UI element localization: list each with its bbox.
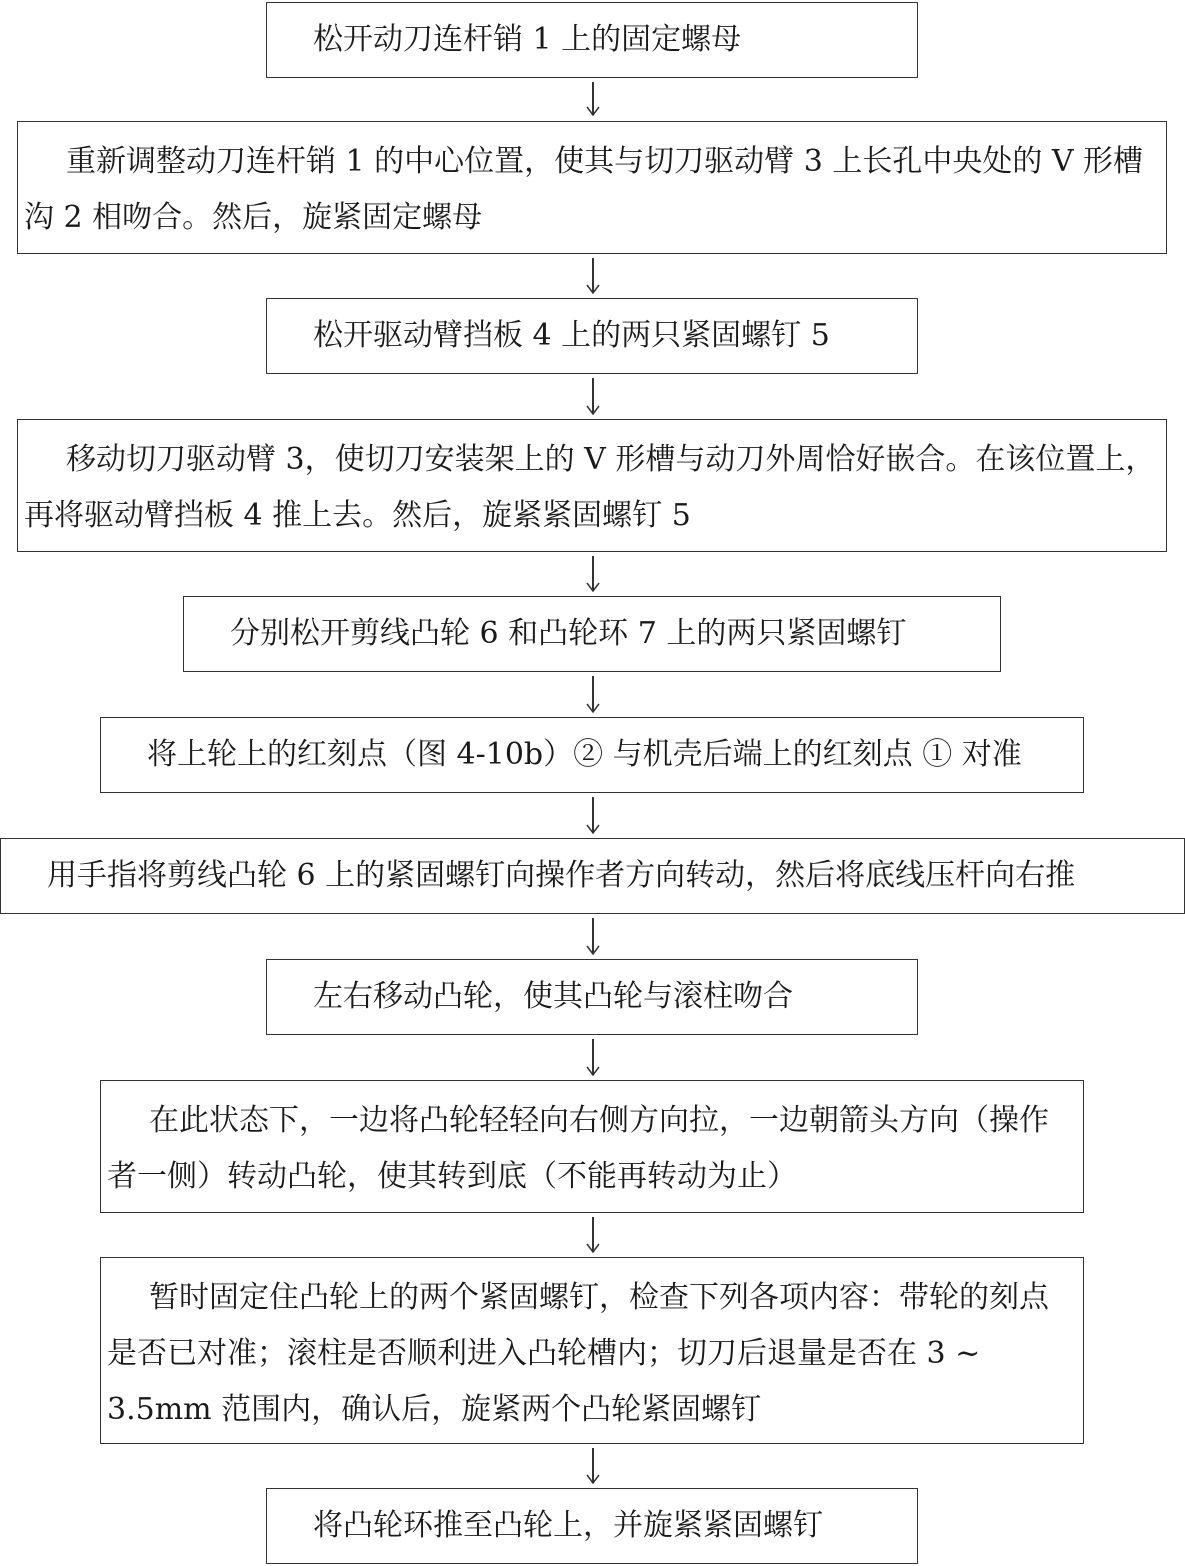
step-7-text: 用手指将剪线凸轮 6 上的紧固螺钉向操作者方向转动，然后将底线压杆向右推 (47, 858, 1076, 893)
step-1-box (266, 2, 918, 78)
step-3-text: 松开驱动臂挡板 4 上的两只紧固螺钉 5 (313, 318, 830, 353)
step-4-box (17, 419, 1167, 552)
step-6-text: 将上轮上的红刻点（图 4-10b）② 与机壳后端上的红刻点 ① 对准 (147, 737, 1022, 772)
arrow-down-icon (586, 1448, 600, 1484)
step-5-text: 分别松开剪线凸轮 6 和凸轮环 7 上的两只紧固螺钉 (230, 616, 907, 651)
step-8-box (266, 959, 918, 1035)
step-9-text: 在此状态下，一边将凸轮轻轻向右侧方向拉，一边朝箭头方向（操作者一侧）转动凸轮，使其转到底（不能再转动为止） (107, 1103, 1049, 1194)
arrow-down-icon (586, 1217, 600, 1253)
step-1-text: 松开动刀连杆销 1 上的固定螺母 (313, 22, 742, 57)
step-5-box (183, 596, 1001, 672)
arrow-down-icon (586, 797, 600, 834)
arrow-down-icon (586, 918, 600, 955)
arrow-down-icon (586, 378, 600, 415)
arrow-down-icon (586, 1039, 600, 1076)
arrow-down-icon (586, 676, 600, 713)
arrow-down-icon (586, 258, 600, 294)
step-11-box (266, 1488, 918, 1564)
step-9-box (100, 1080, 1084, 1213)
step-10-box (100, 1257, 1084, 1444)
step-8-text: 左右移动凸轮，使其凸轮与滚柱吻合 (313, 979, 793, 1014)
step-10-text: 暂时固定住凸轮上的两个紧固螺钉，检查下列各项内容：带轮的刻点是否已对准；滚柱是否顺利进入凸轮槽内；切刀后退量是否在 3 ~ 3.5mm 范围内，确认后，旋紧两个凸轮紧固螺钉 (107, 1280, 1049, 1427)
arrow-down-icon (586, 556, 600, 592)
step-7-box (0, 838, 1185, 914)
step-2-box (17, 121, 1167, 254)
step-3-box (266, 298, 918, 374)
step-2-text: 重新调整动刀连杆销 1 的中心位置，使其与切刀驱动臂 3 上长孔中央处的 V 形槽沟 2 相吻合。然后，旋紧固定螺母 (24, 144, 1144, 235)
arrow-down-icon (586, 82, 600, 116)
step-4-text: 移动切刀驱动臂 3，使切刀安装架上的 V 形槽与动刀外周恰好嵌合。在该位置上，再将驱动臂挡板 4 推上去。然后，旋紧紧固螺钉 5 (24, 442, 1156, 533)
step-6-box (100, 717, 1084, 793)
step-11-text: 将凸轮环推至凸轮上，并旋紧紧固螺钉 (313, 1508, 823, 1543)
